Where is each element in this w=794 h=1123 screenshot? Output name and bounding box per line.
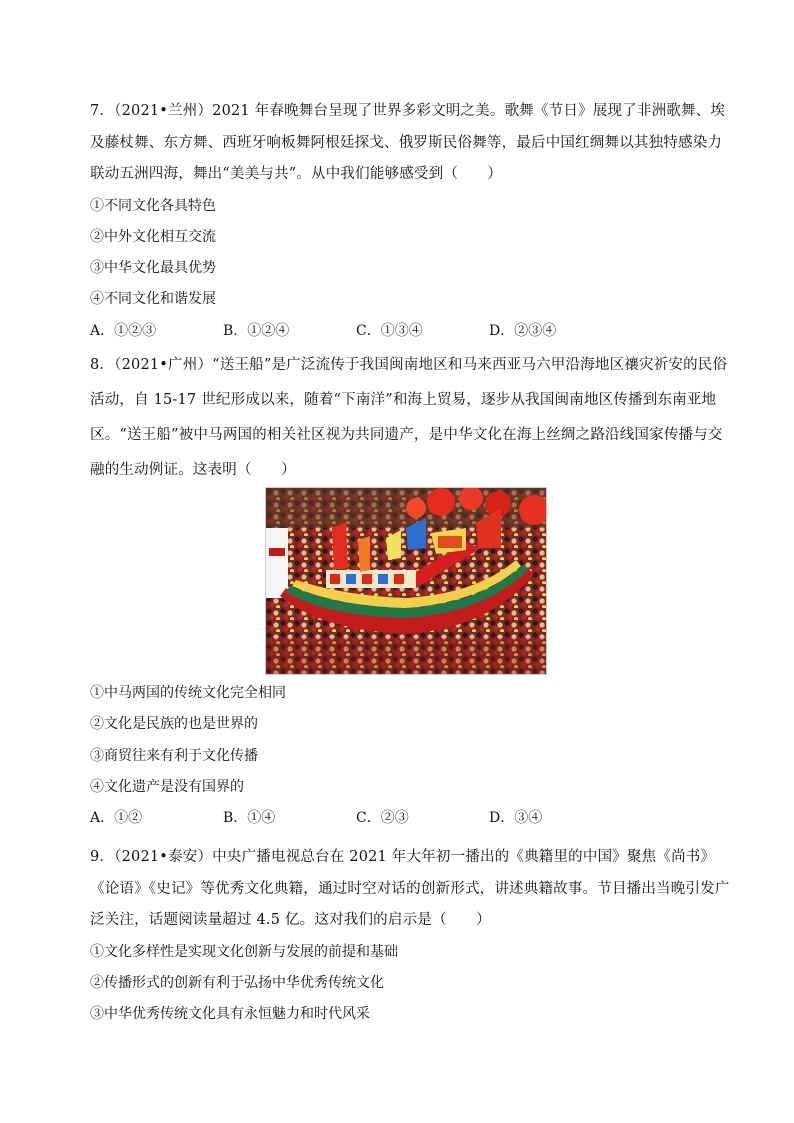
question-8 <box>90 348 730 488</box>
festival-boat-illustration <box>266 488 547 675</box>
question-7-option-2: ②中外文化相互交流 <box>90 228 216 245</box>
question-8-choice-a[interactable]: A．①② <box>90 810 143 827</box>
question-7-option-3: ③中华文化最具优势 <box>90 260 216 277</box>
question-9-source: （2021•泰安） <box>114 849 213 865</box>
question-7 <box>90 96 730 347</box>
question-9-text: 中央广播电视总台在 2021 年大年初一播出的《典籍里的中国》聚焦《尚书》《论语》《史记》等优秀文化典籍，通过时空对话的创新形式，讲述典籍故事。节目播出当晚引发广泛关注，话题阅读量超过 4.5 亿。这对我们的启示是（ ） <box>90 849 730 928</box>
question-7-number: 7． <box>90 103 115 119</box>
question-8-options <box>90 678 730 834</box>
question-7-option-1: ①不同文化各具特色 <box>90 197 216 214</box>
question-7-choice-d[interactable]: D．②③④ <box>489 322 557 339</box>
question-8-text: “送王船”是广泛流传于我国闽南地区和马来西亚马六甲沿海地区禳灾祈安的民俗活动，自 15-17 世纪形成以来，随着“下南洋”和海上贸易，逐步从我国闽南地区传播到东南亚地区。“送王船”被中马两国的相关社区视为共同遗产，是中华文化在海上丝绸之路沿线国家传播与交融的生动例证。这表明（ ） <box>90 357 728 478</box>
question-9-number: 9． <box>90 849 115 865</box>
question-8-stem <box>90 348 730 488</box>
question-8-option-1: ①中马两国的传统文化完全相同 <box>90 685 286 701</box>
question-7-choice-a[interactable]: A．①②③ <box>90 322 157 339</box>
question-9-stem <box>90 842 730 937</box>
question-7-stem <box>90 96 730 191</box>
question-8-choice-d[interactable]: D．③④ <box>489 810 543 827</box>
question-8-source: （2021•广州） <box>114 357 213 373</box>
question-8-choice-c[interactable]: C．②③ <box>356 810 409 827</box>
question-8-choice-b[interactable]: B．①④ <box>223 810 276 827</box>
question-7-text: 2021 年春晚舞台呈现了世界多彩文明之美。歌舞《节日》展现了非洲歌舞、埃及藤杖舞、东方舞、西班牙响板舞阿根廷探戈、俄罗斯民俗舞等，最后中国红绸舞以其独特感染力联动五洲四海，舞出“美美与共”。从中我们能够感受到（ ） <box>90 103 726 182</box>
question-9-option-1: ①文化多样性是实现文化创新与发展的前提和基础 <box>90 943 398 960</box>
question-7-option-4: ④不同文化和谐发展 <box>90 291 216 308</box>
question-9-option-2: ②传播形式的创新有利于弘扬中华优秀传统文化 <box>90 974 384 991</box>
question-9 <box>90 842 730 1030</box>
question-8-option-4: ④文化遗产是没有国界的 <box>90 778 244 795</box>
question-8-number: 8． <box>90 357 115 373</box>
question-9-option-3: ③中华优秀传统文化具有永恒魅力和时代风采 <box>90 1006 370 1023</box>
question-7-choice-b[interactable]: B．①②④ <box>223 322 290 339</box>
question-7-source: （2021•兰州） <box>114 103 213 119</box>
question-8-choices <box>90 803 730 834</box>
question-7-choice-c[interactable]: C．①③④ <box>356 322 423 339</box>
festival-boat-photo <box>265 487 547 675</box>
question-8-option-3: ③商贸往来有利于文化传播 <box>90 747 258 764</box>
question-7-choices <box>90 316 730 347</box>
question-8-option-2: ②文化是民族的也是世界的 <box>90 716 258 733</box>
